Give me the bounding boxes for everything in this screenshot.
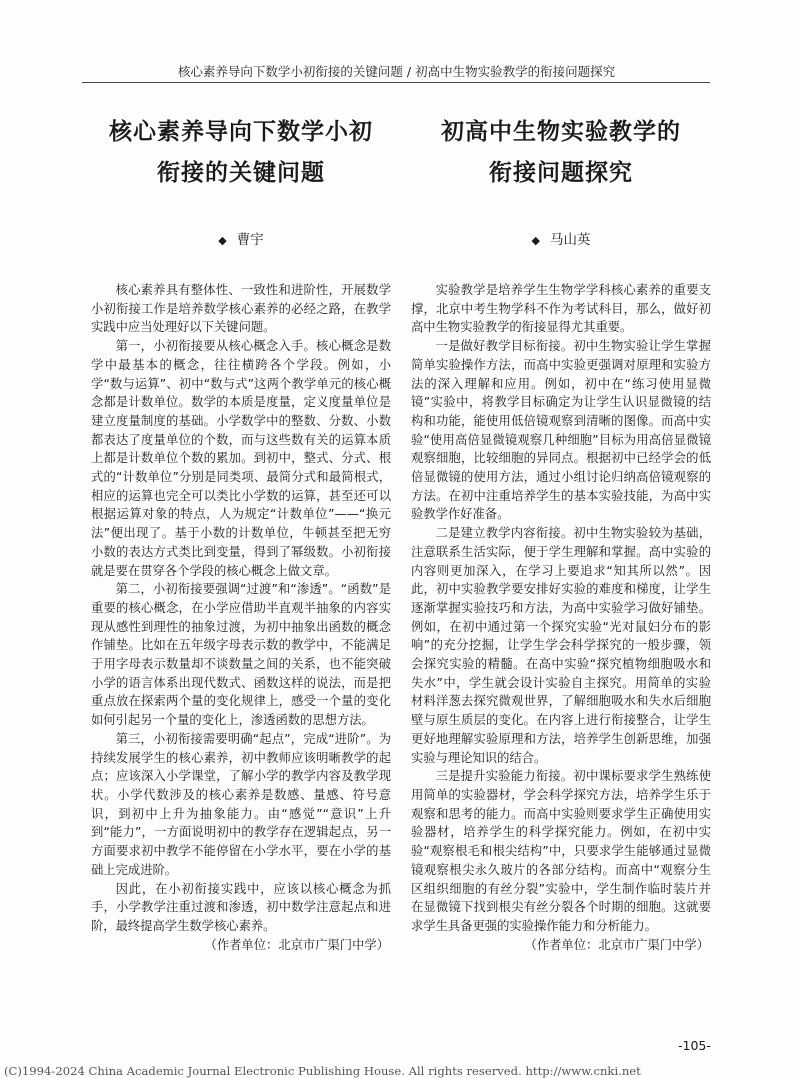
author-line — [91, 228, 391, 248]
author-name: 马山英 — [549, 232, 591, 248]
article-title — [85, 112, 397, 194]
article-body — [91, 281, 391, 954]
paragraph: 核心素养具有整体性、一致性和进阶性，开展数学小初衔接工作是培养数学核心素养的必经之路，在教学实践中应当处理好以下关键问题。 — [91, 283, 391, 335]
paragraph: 三是提升实验能力衔接。初中课标要求学生熟练使用简单的实验器材，学会科学探究方法，培养学生乐于观察和思考的能力。而高中实验则要求学生正确使用实验器材，培养学生的科学探究能力。例如，在初中实验“观察根毛和根尖结构”中，只要求学生能够通过显微镜观察根尖永久玻片的各部分结构。而高中“观察分生区组织细胞的有丝分裂”实验中，学生制作临时装片并在显微镜下找到根尖有丝分裂各个时期的细胞。这就要求学生具备更强的实验操作能力和分析能力。 — [411, 769, 711, 933]
article-right — [411, 112, 711, 954]
title-line: 初高中生物实验教学的 — [441, 119, 681, 145]
author-affiliation: （作者单位：北京市广渠门中学） — [524, 937, 709, 952]
paragraph: 二是建立教学内容衔接。初中生物实验较为基础，注意联系生活实际，便于学生理解和掌握。高中实验的内容则更加深入，在学习上要追求“知其所以然”。因此，初中实验教学要安排好实验的难度和梯度，让学生逐渐掌握实验技巧和方法，为高中实验学习做好铺垫。例如，在初中通过第一个探究实验“光对鼠妇分布的影响”的充分挖掘，让学生学会科学探究的一般步骤，领会探究实验的精髓。在高中实验“探究植物细胞吸水和失水”中，学生就会设计实验自主探究。用简单的实验材料洋葱去探究微观世界，了解细胞吸水和失水后细胞壁与原生质层的变化。在内容上进行衔接整合，让学生更好地理解实验原理和方法，培养学生创新思维，加强实验与理论知识的结合。 — [411, 526, 711, 765]
title-line: 衔接的关键问题 — [157, 160, 325, 186]
author-name: 曹宇 — [236, 232, 264, 248]
paragraph: 一是做好教学目标衔接。初中生物实验让学生掌握简单实验操作方法，而高中实验更强调对原理和实验方法的深入理解和应用。例如，初中在“练习使用显微镜”实验中，将教学目标确定为让学生认识显微镜的结构和功能，能使用低倍镜观察到清晰的图像。而高中实验“使用高倍显微镜观察几种细胞”目标为用高倍显微镜观察细胞，比较细胞的异同点。根据初中已经学会的低倍显微镜的使用方法，通过小组讨论归纳高倍镜观察的方法。在初中注重培养学生的基本实验技能，为高中实验教学作好准备。 — [411, 339, 711, 522]
paragraph: 第二，小初衔接要强调“过渡”和“渗透”。“函数”是重要的核心概念，在小学应借助半直观半抽象的内容实现从感性到理性的抽象过渡，为初中抽象出函数的概念作铺垫。比如在五年级字母表示数的教学中，不能满足于用字母表示数量却不谈数量之间的关系，也不能突破小学的语言体系出现代数式、函数这样的说法，而是把重点放在探索两个量的变化规律上，感受一个量的变化如何引起另一个量的变化上，渗透函数的思想方法。 — [91, 582, 391, 728]
article-title — [405, 112, 717, 194]
author-affiliation: （作者单位：北京市广渠门中学） — [204, 937, 389, 952]
running-header: 核心素养导向下数学小初衔接的关键问题 / 初高中生物实验教学的衔接问题探究 — [177, 64, 616, 79]
paragraph: 第一，小初衔接要从核心概念入手。核心概念是数学中最基本的概念，往往横跨各个学段。例如，小学“数与运算”、初中“数与式”这两个教学单元的核心概念都是计数单位。数学的本质是度量，定义度量单位是建立度量制度的基础。小学数学中的整数、分数、小数都表达了度量单位的个数，而与这些数有关的运算本质上都是计数单位个数的累加。到初中，整式、分式、根式的“计数单位”分别是同类项、最简分式和最简根式，相应的运算也完全可以类比小学数的运算，甚至还可以根据运算对象的特点，人为规定“计数单位”——“换元法”便出现了。基于小数的计数单位，牛顿甚至把无穷小数的表达方式类比到变量，得到了幂级数。小初衔接就是要在贯穿各个学段的核心概念上做文章。 — [91, 339, 391, 578]
title-line: 核心素养导向下数学小初 — [109, 119, 373, 145]
copyright-footer: (C)1994-2024 China Academic Journal Electronic Publishing House. All rights reserved. http://www.cnki.net — [4, 1064, 641, 1078]
author-line — [411, 228, 711, 248]
header-rule — [82, 82, 710, 83]
paragraph: 实验教学是培养学生生物学学科核心素养的重要支撑，北京中考生物学科不作为考试科目，那么，做好初高中生物实验教学的衔接显得尤其重要。 — [411, 283, 711, 335]
diamond-icon: ◆ — [218, 234, 227, 247]
paragraph: 因此，在小初衔接实践中，应该以核心概念为抓手，小学教学注重过渡和渗透，初中数学注意起点和进阶，最终提高学生数学核心素养。 — [91, 881, 391, 933]
page-number: -105- — [678, 1038, 711, 1053]
article-body — [411, 281, 711, 954]
paragraph: 第三，小初衔接需要明确“起点”，完成“进阶”。为持续发展学生的核心素养，初中教师应该明晰教学的起点；应该深入小学课堂，了解小学的教学内容及教学现状。小学代数涉及的核心素养是数感、量感、符号意识，到初中上升为抽象能力。由“感觉”“意识”上升到“能力”，一方面说明初中的教学存在逻辑起点，另一方面要求初中教学不能停留在小学水平，要在小学的基础上完成进阶。 — [91, 731, 391, 877]
title-line: 衔接问题探究 — [489, 160, 633, 186]
article-left — [91, 112, 391, 954]
diamond-icon: ◆ — [531, 234, 540, 247]
